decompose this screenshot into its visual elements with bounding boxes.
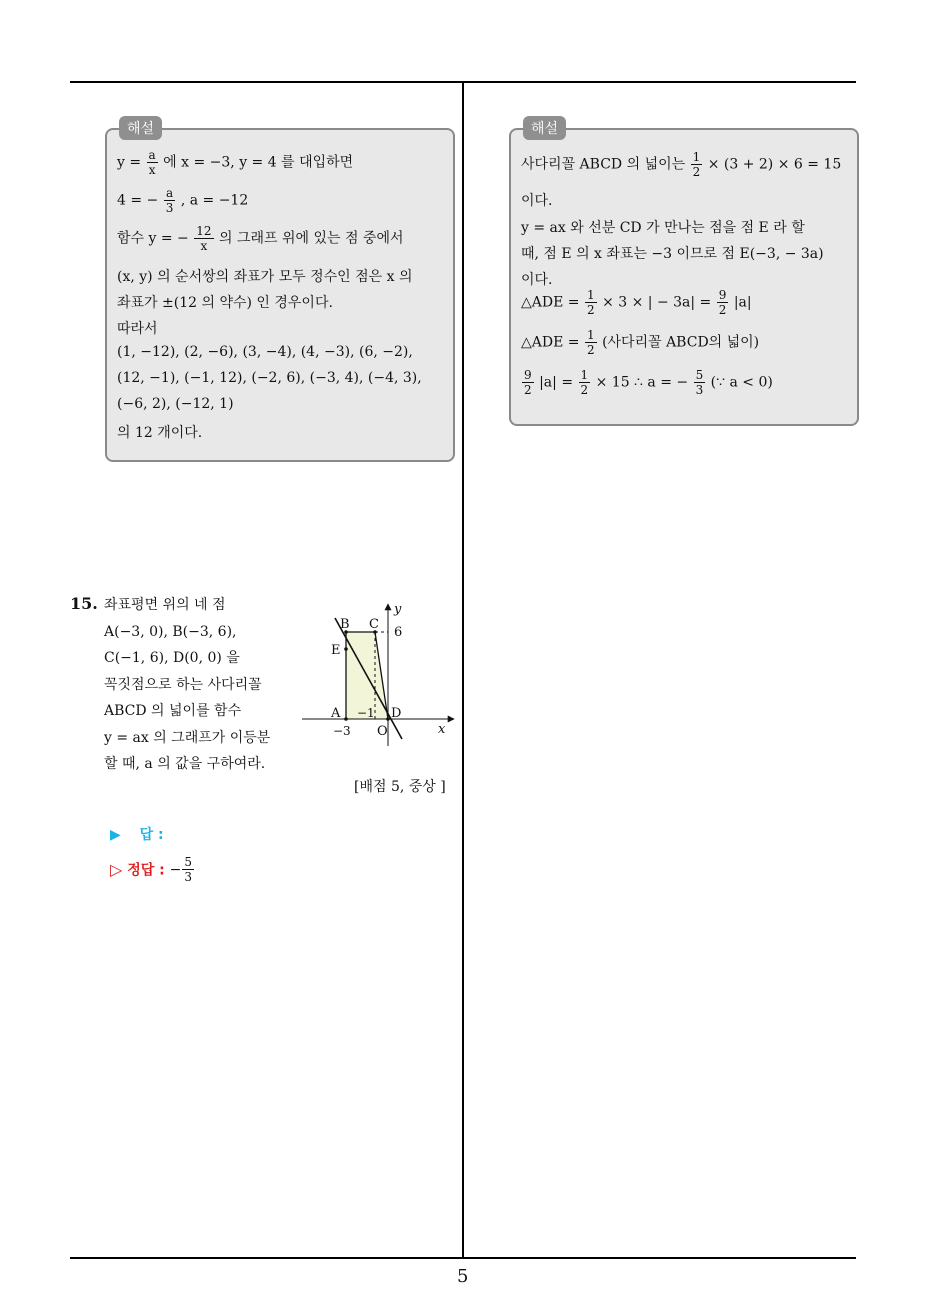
right-sol-line-6: △ADE = $\frac{1}{2}$ × 3 × | − 3a| = $\frac{9}{2}$ |a|: [521, 288, 752, 317]
fraction: $\frac{9}{2}$: [718, 288, 727, 317]
label-six: 6: [394, 625, 403, 640]
right-sol-line-5: 이다.: [521, 272, 553, 288]
fraction: $\frac{1}{2}$: [586, 328, 595, 357]
right-sol-line-8: $\frac{9}{2}$ |a| = $\frac{1}{2}$ × 15 ∴ a = − $\frac{5}{3}$ (∵ a < 0): [524, 368, 773, 397]
fraction: $\frac{a}{x}$: [148, 148, 156, 177]
right-sol-line-3: y = ax 와 선분 CD 가 만나는 점을 점 E 라 할: [521, 220, 805, 236]
left-sol-line-10: 의 12 개이다.: [117, 425, 203, 441]
fraction: $\frac{5}{3}$: [184, 855, 192, 884]
label-o: O: [377, 724, 388, 739]
label-c: C: [369, 617, 379, 632]
problem-line: ABCD 의 넓이를 함수: [104, 703, 242, 719]
right-sol-line-2: 이다.: [521, 193, 553, 209]
outline-arrow-icon: ▷: [110, 860, 123, 879]
right-sol-line-4: 때, 점 E 의 x 좌표는 −3 이므로 점 E(−3, − 3a): [521, 246, 824, 262]
problem-line: A(−3, 0), B(−3, 6),: [104, 623, 237, 640]
point-a: [344, 717, 348, 721]
left-sol-line-2: 4 = − $\frac{a}{3}$ , a = −12: [117, 186, 249, 215]
problem-line: 할 때, a 의 값을 구하여라.: [104, 756, 266, 772]
right-sol-line-7: △ADE = $\frac{1}{2}$ (사다리꼴 ABCD의 넓이): [521, 328, 760, 357]
label-x: x: [438, 722, 446, 737]
problem-line: 꼭짓점으로 하는 사다리꼴: [104, 676, 262, 693]
coordinate-graph: [298, 600, 460, 750]
correct-answer-row: [110, 855, 195, 884]
label-minus3: −3: [333, 724, 351, 738]
fraction: $\frac{9}{2}$: [524, 368, 532, 397]
column-divider: [462, 81, 464, 1259]
problem-line: y = ax 의 그래프가 이등분: [104, 729, 271, 746]
left-sol-line-9: (−6, 2), (−12, 1): [117, 396, 234, 412]
fraction: $\frac{a}{3}$: [165, 186, 174, 215]
left-sol-line-6: 따라서: [117, 321, 158, 337]
fraction: $\frac{1}{2}$: [692, 150, 701, 179]
point-e: [344, 647, 348, 651]
play-arrow-icon: ▶: [110, 827, 121, 843]
left-sol-line-1: y = $\frac{a}{x}$ 에 x = −3, y = 4 를 대입하면: [117, 148, 354, 177]
problem-line: 좌표평면 위의 네 점: [104, 597, 226, 613]
problem-text: [104, 592, 286, 778]
label-e: E: [331, 643, 341, 658]
problem-number: 15.: [70, 594, 98, 613]
fraction: $\frac{1}{2}$: [586, 288, 595, 317]
page-number: 5: [457, 1266, 469, 1287]
label-y: y: [394, 602, 402, 617]
label-b: B: [340, 617, 350, 632]
left-sol-line-8: (12, −1), (−1, 12), (−2, 6), (−3, 4), (−4, 3),: [117, 370, 422, 386]
problem-meta: [배점 5, 중상 ]: [354, 779, 446, 795]
fraction: $\frac{12}{x}$: [196, 224, 212, 253]
left-sol-line-7: (1, −12), (2, −6), (3, −4), (4, −3), (6, −2),: [117, 344, 413, 360]
correct-value: − $\frac{5}{3}$: [169, 855, 192, 884]
label-minus1: −1: [357, 706, 375, 720]
correct-label: 정답 :: [127, 862, 165, 879]
answer-row: [110, 824, 164, 844]
label-d: D: [391, 706, 402, 721]
fraction: $\frac{1}{2}$: [580, 368, 589, 397]
bottom-rule: [70, 1257, 856, 1259]
right-solution-tag: 해설: [523, 116, 566, 140]
problem-line: C(−1, 6), D(0, 0) 을: [104, 650, 240, 666]
point-d: [386, 717, 390, 721]
left-sol-line-3: 함수 y = − $\frac{12}{x}$ 의 그래프 위에 있는 점 중에서: [117, 224, 404, 253]
left-sol-line-5: 좌표가 ±(12 의 약수) 인 경우이다.: [117, 295, 333, 311]
left-solution-tag: 해설: [119, 116, 162, 140]
answer-label: 답 :: [139, 827, 164, 843]
right-sol-line-1: 사다리꼴 ABCD 의 넓이는 $\frac{1}{2}$ × (3 + 2) × 6 = 15: [521, 150, 842, 179]
fraction: $\frac{5}{3}$: [695, 368, 704, 397]
label-a: A: [331, 706, 341, 721]
left-sol-line-4: (x, y) 의 순서쌍의 좌표가 모두 정수인 점은 x 의: [117, 269, 413, 285]
